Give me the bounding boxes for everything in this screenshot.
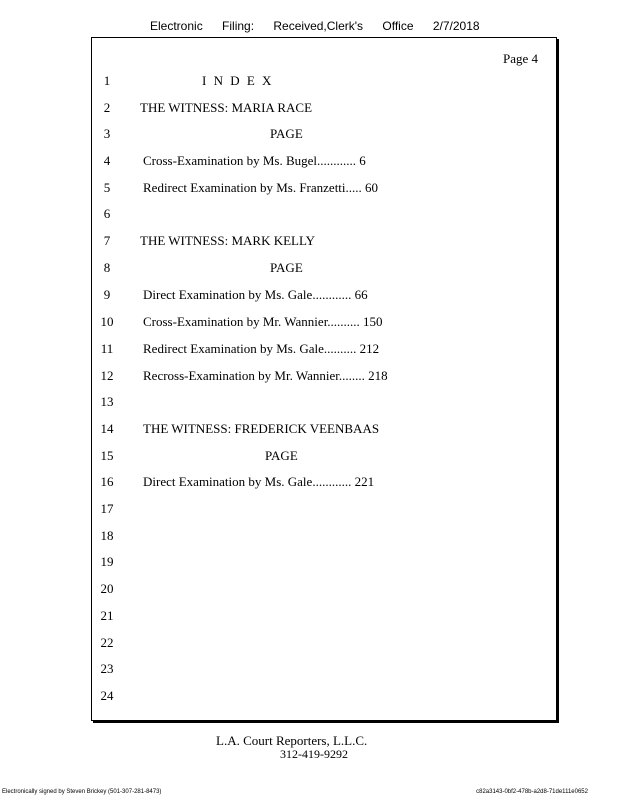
transcript-line [92,635,556,653]
index-entry: Redirect Examination by Ms. Franzetti..... 60 [143,180,379,195]
line-number: 17 [100,501,114,516]
line-number: 20 [100,581,114,596]
line-number: 13 [100,394,114,409]
electronic-signature: Electronically signed by Steven Brickey (501-307-281-8473) [2,789,162,795]
line-number: 14 [100,421,114,436]
line-number: 7 [103,233,111,248]
transcript-line [92,287,556,305]
transcript-line [92,206,556,224]
transcript-line [92,233,556,251]
transcript-line [92,368,556,386]
line-number: 24 [100,688,114,703]
transcript-line [92,501,556,519]
filing-date: 2/7/2018 [432,19,480,33]
transcript-line [92,581,556,599]
line-number: 22 [100,635,114,650]
transcript-line [92,126,556,144]
line-number: 12 [100,368,114,383]
transcript-line [92,260,556,278]
line-number: 9 [103,287,111,302]
index-entry: Direct Examination by Ms. Gale............ 221 [143,474,375,489]
transcript-line [92,394,556,412]
transcript-line [92,421,556,439]
index-entry: Cross-Examination by Mr. Wannier.......... 150 [143,314,383,329]
index-title: I N D E X [202,73,274,88]
line-number: 1 [103,73,111,88]
filing-office: Office [382,19,414,33]
transcript-line [92,474,556,492]
line-number: 19 [100,554,114,569]
line-number: 2 [103,100,111,115]
transcript-line [92,341,556,359]
line-number: 8 [103,260,111,275]
line-number: 6 [103,206,111,221]
filing-received: Received,Clerk's [273,19,364,33]
line-number: 23 [100,661,114,676]
witness-heading: THE WITNESS: FREDERICK VEENBAAS [143,421,380,436]
transcript-line [92,554,556,572]
witness-heading: THE WITNESS: MARK KELLY [140,233,316,248]
line-number: 4 [103,153,111,168]
transcript-line [92,661,556,679]
filing-electronic: Electronic [150,19,203,33]
line-number: 10 [100,314,114,329]
witness-heading: THE WITNESS: MARIA RACE [140,100,313,115]
reporter-company: L.A. Court Reporters, L.L.C. [216,733,368,748]
line-number: 15 [100,448,114,463]
transcript-page [91,37,557,721]
page-number: Page 4 [502,51,538,66]
filing-header [150,19,495,33]
document-id: c82a3143-0bf2-478b-a2d8-71de111e0652 [476,789,588,795]
transcript-line [92,100,556,118]
transcript-line [92,153,556,171]
index-entry: Cross-Examination by Ms. Bugel............ 6 [143,153,366,168]
page-column-heading: PAGE [270,260,303,275]
index-entry: Redirect Examination by Ms. Gale.......... 212 [143,341,380,356]
line-number: 21 [100,608,114,623]
line-number: 18 [100,528,114,543]
index-entry: Recross-Examination by Mr. Wannier........ 218 [143,368,388,383]
line-number: 5 [103,180,111,195]
page-column-heading: PAGE [265,448,298,463]
line-number: 3 [103,126,111,141]
transcript-line [92,448,556,466]
transcript-line [92,314,556,332]
index-entry: Direct Examination by Ms. Gale............ 66 [143,287,368,302]
transcript-line [92,688,556,706]
filing-label: Filing: [222,19,255,33]
line-number: 16 [100,474,114,489]
page-column-heading: PAGE [270,126,303,141]
transcript-line [92,73,556,91]
transcript-line [92,180,556,198]
transcript-line [92,528,556,546]
reporter-phone: 312-419-9292 [280,747,348,761]
line-number: 11 [100,341,114,356]
transcript-line [92,608,556,626]
